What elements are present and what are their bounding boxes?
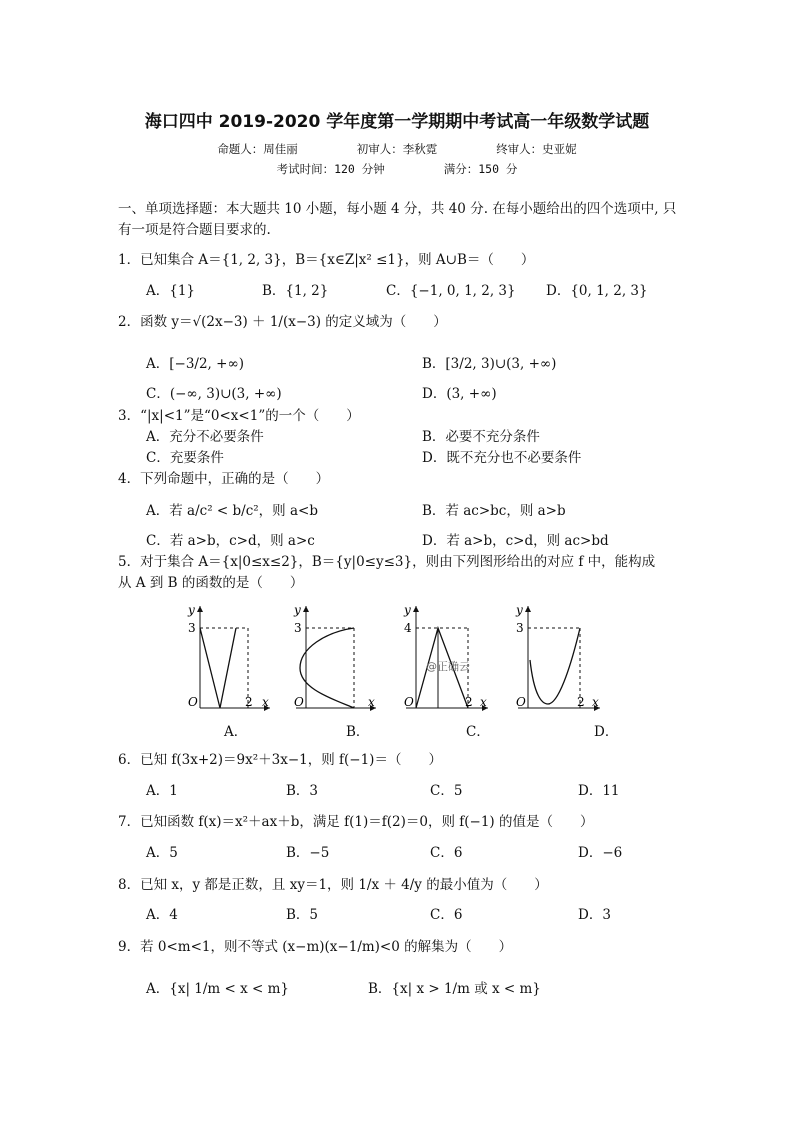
reviewer-final: 终审人：史亚妮 — [496, 142, 577, 156]
author: 命题人：周佳丽 — [217, 142, 298, 156]
q9-option-a: A．{x| 1/m < x < m} — [146, 981, 290, 997]
q7-option-a: A．5 — [146, 845, 178, 861]
graph-a-x-label: x — [262, 695, 269, 709]
graph-d-three: 3 — [516, 621, 524, 635]
question-5-stem-1: 5．对于集合 A＝{x|0≤x≤2}，B＝{y|0≤y≤3}，则由下列图形给出的对应 f 中，能构成 — [118, 554, 656, 570]
q6-option-a: A．1 — [146, 783, 178, 799]
graph-c-label: C． — [466, 724, 490, 740]
graph-c-origin: O — [404, 695, 414, 709]
section-intro-2: 有一项是符合题目要求的. — [118, 222, 271, 238]
q6-option-d: D．11 — [578, 783, 620, 799]
graph-b-origin: O — [294, 695, 304, 709]
q2-option-c: C．(−∞, 3)∪(3, +∞) — [146, 386, 282, 402]
graph-b-x-label: x — [368, 695, 375, 709]
q1-option-a: A．{1} — [146, 283, 196, 299]
graph-d-y-label: y — [516, 603, 523, 617]
q2-option-b: B．[3/2, 3)∪(3, +∞) — [422, 356, 557, 372]
q2-option-a: A．[−3/2, +∞) — [146, 356, 244, 372]
graph-c-two: 2 — [465, 695, 473, 709]
time-score-line — [0, 161, 794, 177]
reviewer-first: 初审人：李秋霓 — [356, 142, 438, 156]
q4-option-c: C．若 a>b，c>d，则 a>c — [146, 533, 315, 549]
question-8-stem: 8．已知 x，y 都是正数，且 xy＝1，则 1/x ＋ 4/y 的最小值为（ ） — [118, 877, 548, 893]
q8-option-d: D．3 — [578, 907, 611, 923]
question-9-stem: 9．若 0<m<1，则不等式 (x−m)(x−1/m)<0 的解集为（ ） — [118, 939, 513, 955]
q8-option-c: C．6 — [430, 907, 463, 923]
question-2-stem: 2．函数 y＝√(2x−3) ＋ 1/(x−3) 的定义域为（ ） — [118, 314, 447, 330]
question-3-stem: 3．“|x|<1”是“0<x<1”的一个（ ） — [118, 408, 360, 424]
question-7-stem: 7．已知函数 f(x)＝x²＋ax＋b，满足 f(1)＝f(2)＝0，则 f(−1) 的值是（ ） — [118, 814, 594, 830]
graph-a-three: 3 — [188, 621, 196, 635]
graph-d-x-label: x — [592, 695, 599, 709]
question-4-stem: 4．下列命题中，正确的是（ ） — [118, 471, 330, 487]
q3-option-a: A．充分不必要条件 — [146, 429, 264, 445]
watermark-text: @正确云 — [426, 660, 470, 673]
q8-option-b: B．5 — [286, 907, 319, 923]
q8-option-a: A．4 — [146, 907, 178, 923]
q1-option-d: D．{0, 1, 2, 3} — [546, 283, 648, 299]
q3-option-d: D．既不充分也不必要条件 — [422, 450, 582, 466]
q1-option-b: B．{1, 2} — [262, 283, 329, 299]
authors-line — [0, 141, 794, 157]
graph-a — [178, 600, 278, 718]
question-5-stem-2: 从 A 到 B 的函数的是（ ） — [118, 575, 304, 591]
question-1-stem: 1．已知集合 A＝{1, 2, 3}，B＝{x∈Z|x² ≤1}，则 A∪B＝（ ） — [118, 252, 535, 268]
q3-option-b: B．必要不充分条件 — [422, 429, 540, 445]
graph-a-origin: O — [188, 695, 198, 709]
graph-c — [396, 600, 496, 718]
q7-option-c: C．6 — [430, 845, 463, 861]
graph-d-label: D． — [594, 724, 619, 740]
graph-a-y-label: y — [188, 603, 195, 617]
exam-title: 海口四中 2019-2020 学年度第一学期期中考试高一年级数学试题 — [144, 112, 650, 132]
graph-d-origin: O — [516, 695, 526, 709]
q6-option-b: B．3 — [286, 783, 319, 799]
graph-b-three: 3 — [294, 621, 302, 635]
q2-option-d: D．(3, +∞) — [422, 386, 497, 402]
q1-option-c: C．{−1, 0, 1, 2, 3} — [386, 283, 516, 299]
q7-option-d: D．−6 — [578, 845, 623, 861]
q4-option-a: A．若 a/c² < b/c²，则 a<b — [146, 503, 318, 519]
graph-a-two: 2 — [245, 695, 253, 709]
graph-d — [508, 600, 608, 718]
graph-c-y-label: y — [404, 603, 411, 617]
graph-c-x-label: x — [480, 695, 487, 709]
graph-a-label: A． — [224, 724, 248, 740]
section-intro-1: 一、单项选择题：本大题共 10 小题，每小题 4 分，共 40 分. 在每小题给出的四个选项中, 只 — [118, 201, 677, 217]
q4-option-d: D．若 a>b，c>d，则 ac>bd — [422, 533, 609, 549]
graph-b-label: B． — [346, 724, 370, 740]
question-6-stem: 6．已知 f(3x+2)＝9x²＋3x−1，则 f(−1)＝（ ） — [118, 752, 442, 768]
full-score: 满分：150 分 — [443, 162, 518, 176]
q7-option-b: B．−5 — [286, 845, 330, 861]
q3-option-c: C．充要条件 — [146, 450, 224, 466]
graph-c-four: 4 — [404, 621, 412, 635]
graph-d-two: 2 — [577, 695, 585, 709]
graph-b-y-label: y — [294, 603, 301, 617]
q6-option-c: C．5 — [430, 783, 463, 799]
q4-option-b: B．若 ac>bc，则 a>b — [422, 503, 566, 519]
graph-b — [286, 600, 386, 718]
q9-option-b: B．{x| x > 1/m 或 x < m} — [368, 981, 541, 997]
exam-time: 考试时间：120 分钟 — [276, 162, 385, 176]
